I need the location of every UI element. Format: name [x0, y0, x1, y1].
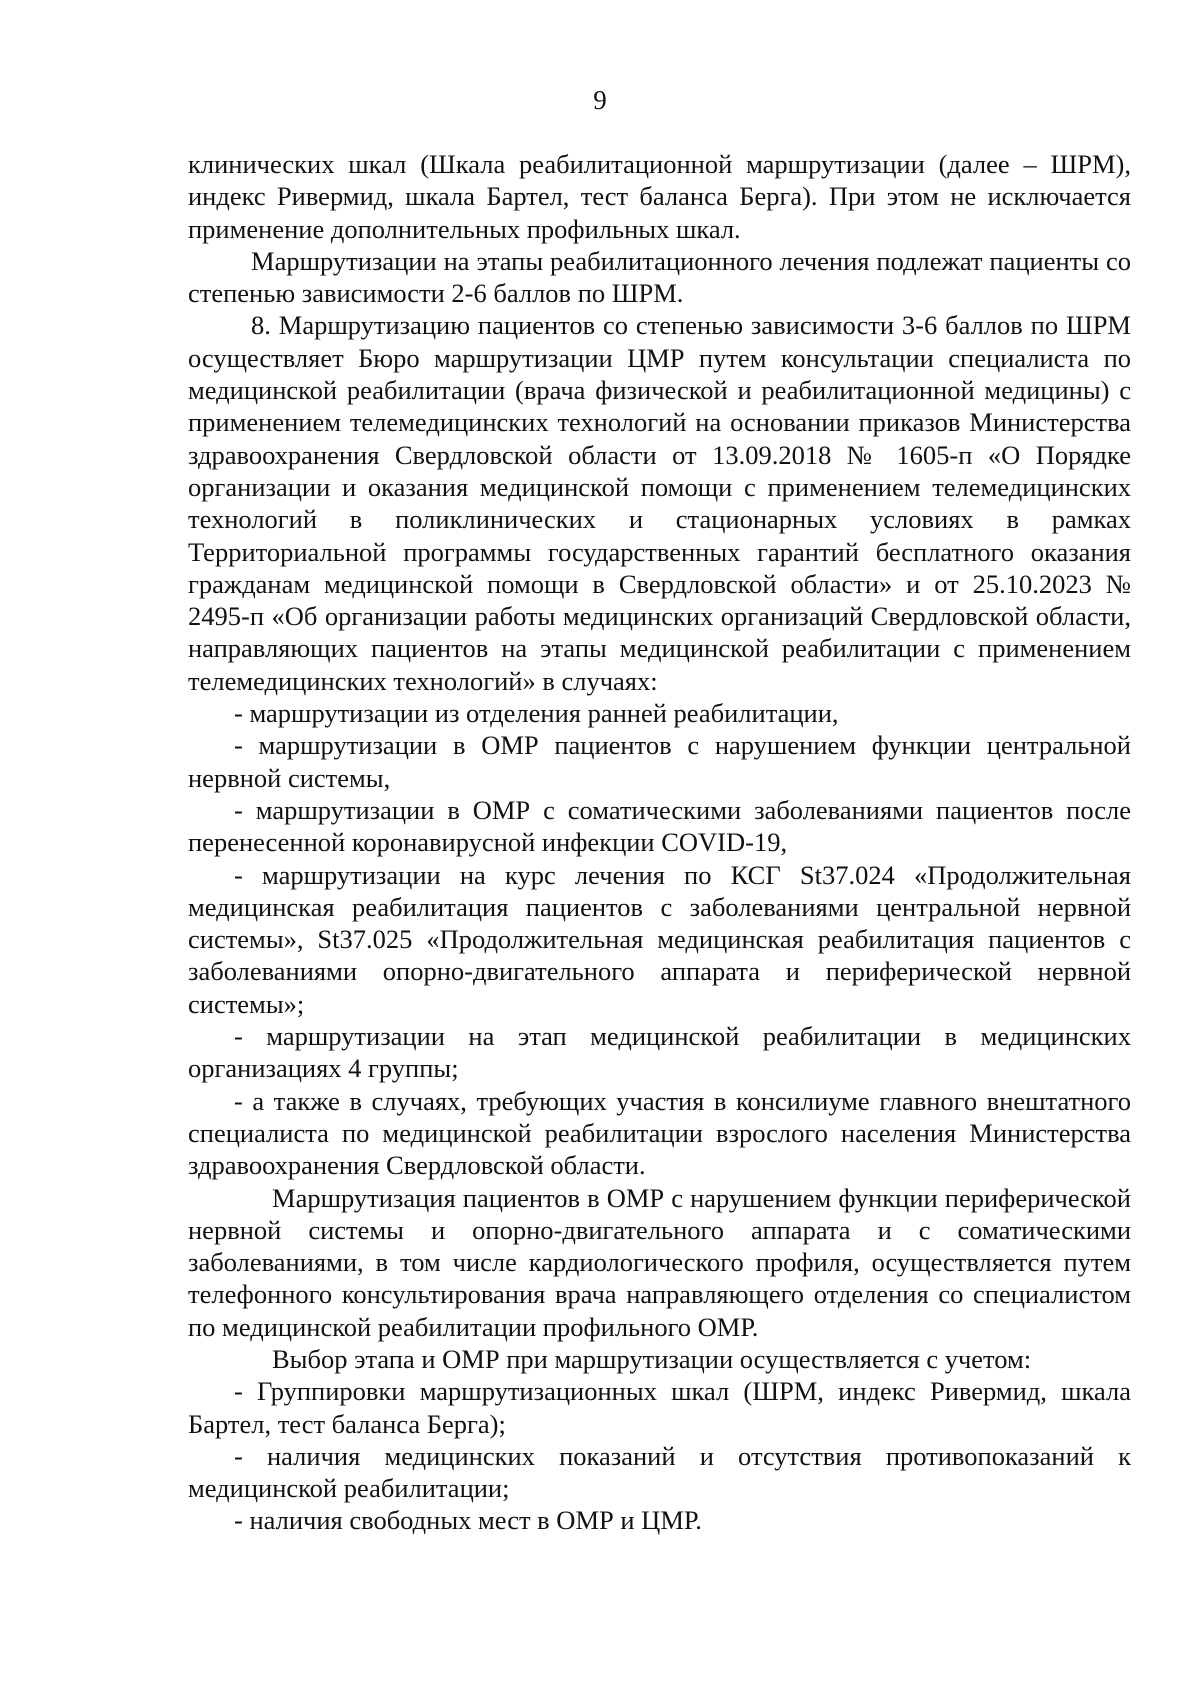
list-item-covid: - маршрутизации в ОМР с соматическими заболеваниями пациентов после перенесенной коронавирусной инфекции COVID-19, [188, 794, 1131, 858]
list-item-council: - а также в случаях, требующих участия в консилиуме главного внештатного специалиста по медицинской реабилитации взрослого населения Министерства здравоохранения Свердловской области. [188, 1085, 1131, 1181]
list-item-indications: - наличия медицинских показаний и отсутствия противопоказаний к медицинской реабилитации; [188, 1440, 1131, 1504]
list-item-early-rehab: - маршрутизации из отделения ранней реабилитации, [234, 698, 839, 729]
paragraph-item-8: 8. Маршрутизацию пациентов со степенью зависимости 3-6 баллов по ШРМ осуществляет Бюро маршрутизации ЦМР путем консультации специалиста по медицинской реабилитации (врача физической и реабилитационной медицины) с применением телемедицинских технологий на основании приказов Министерства здравоохранения Свердловской области от 13.09.2018 № 1605-п «О Порядке организации и оказания медицинской помощи с применением телемедицинских технологий в поликлинических и стационарных условиях в рамках Территориальной программы государственных гарантий бесплатного оказания гражданам медицинской помощи в Свердловской области» и от 25.10.2023 № 2495-п «Об организации работы медицинских организаций Свердловской области, направляющих пациентов на этапы медицинской реабилитации с применением телемедицинских технологий» в случаях: [188, 310, 1131, 696]
paragraph-selection-criteria: Выбор этапа и ОМР при маршрутизации осуществляется с учетом: [272, 1343, 1032, 1374]
list-item-scales: - Группировки маршрутизационных шкал (ШРМ, индекс Ривермид, шкала Бартел, тест баланса Берга); [188, 1376, 1131, 1439]
page-number: 9 [593, 85, 607, 115]
paragraph-scales-continuation: клинических шкал (Шкала реабилитационной маршрутизации (далее – ШРМ), индекс Ривермид, шкала Бартел, тест баланса Берга). При этом не исключается применение дополнительных профильных шкал. [188, 149, 1131, 244]
list-item-cns: - маршрутизации в ОМР пациентов с нарушением функции центральной нервной системы, [188, 730, 1131, 793]
list-item-group-4: - маршрутизации на этап медицинской реабилитации в медицинских организациях 4 группы; [188, 1021, 1131, 1084]
paragraph-phone-consulting: Маршрутизация пациентов в ОМР с нарушением функции периферической нервной системы и опорно-двигательного аппарата и с соматическими заболеваниями, в том числе кардиологического профиля, осуществляется путем телефонного консультирования врача направляющего отделения со специалистом по медицинской реабилитации профильного ОМР. [188, 1182, 1131, 1342]
document-body [188, 148, 1131, 1537]
list-item-ksg: - маршрутизации на курс лечения по КСГ St37.024 «Продолжительная медицинская реабилитация пациентов с заболеваниями центральной нервной системы», St37.025 «Продолжительная медицинская реабилитация пациентов с заболеваниями опорно-двигательного аппарата и периферической нервной системы»; [188, 859, 1131, 1019]
list-item-free-places: - наличия свободных мест в ОМР и ЦМР. [234, 1505, 702, 1536]
paragraph-routing-eligibility: Маршрутизации на этапы реабилитационного лечения подлежат пациенты со степенью зависимости 2-6 баллов по ШРМ. [188, 245, 1131, 309]
